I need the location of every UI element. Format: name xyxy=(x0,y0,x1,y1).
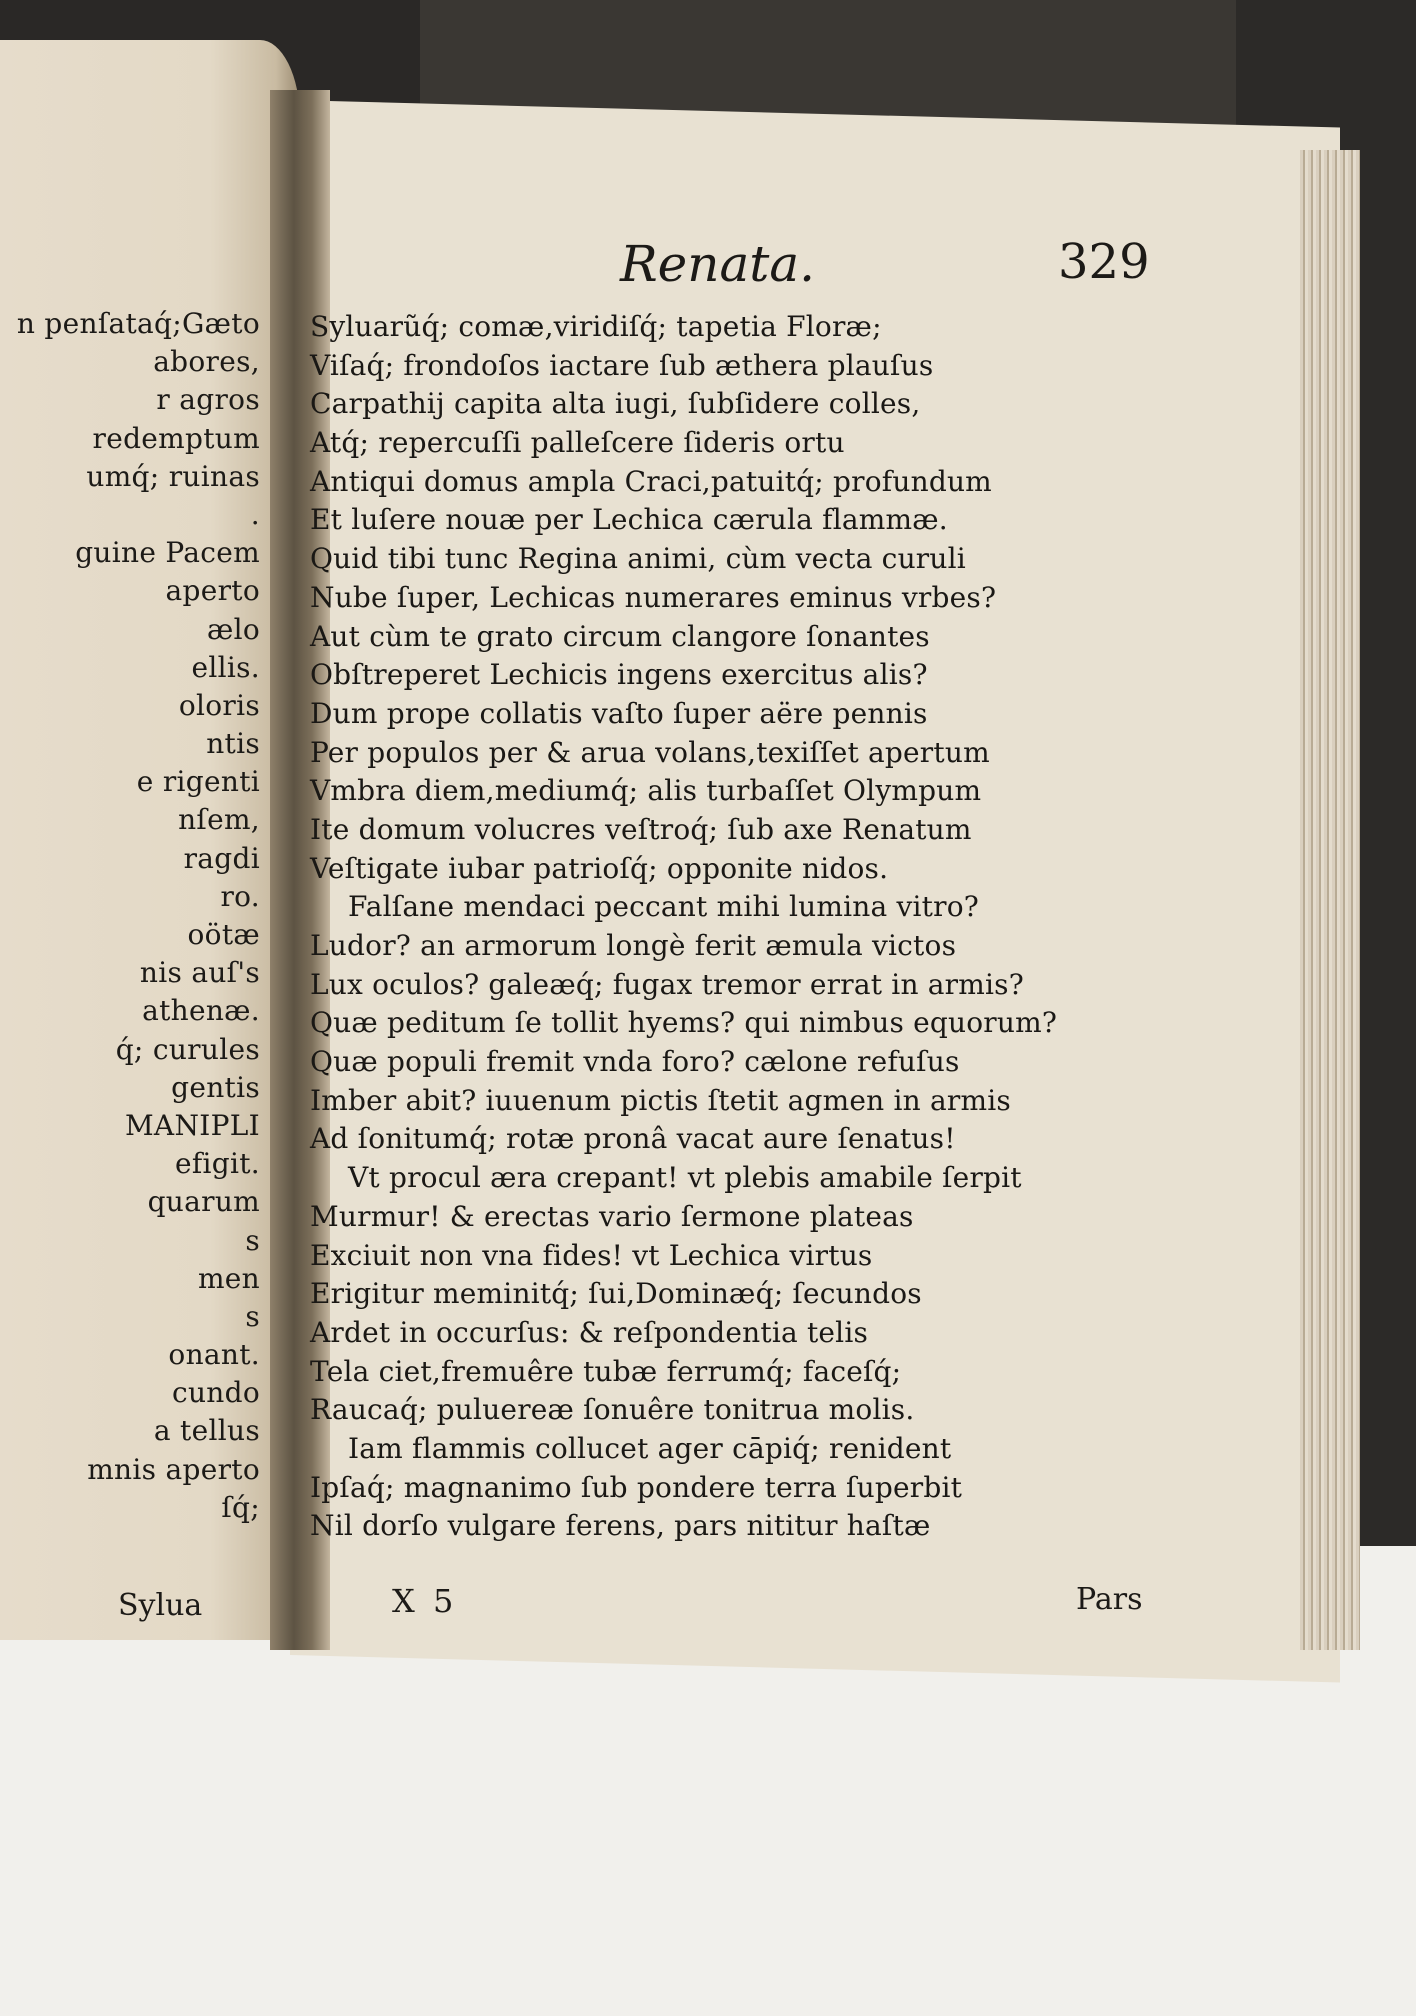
verse-line: Obſtreperet Lechicis ingens exercitus alis? xyxy=(310,658,928,692)
left-text-line: cundo xyxy=(171,1376,260,1410)
verse-line: Exciuit non vna fides! vt Lechica virtus xyxy=(310,1238,873,1272)
running-head: Renata. xyxy=(620,235,816,293)
left-text-line: q́; curules xyxy=(115,1032,260,1066)
verse-line: Carpathij capita alta iugi, ſubſidere colles, xyxy=(310,387,921,421)
fore-edge xyxy=(1300,150,1360,1650)
right-page-text xyxy=(310,230,1170,1546)
verse-line: Quæ populi fremit vnda foro? cælone refuſus xyxy=(310,1045,960,1079)
verse-line: Tela ciet,fremuêre tubæ ferrumq́; faceſq́; xyxy=(310,1354,902,1388)
left-text-line: MANIPLI xyxy=(124,1108,260,1142)
left-text-line: quarum xyxy=(147,1185,260,1219)
left-text-line: ro. xyxy=(220,879,260,913)
verse-line: Per populos per & arua volans,texiſſet apertum xyxy=(310,735,990,769)
verse-line: Dum prope collatis vaſto ſuper aëre pennis xyxy=(310,696,928,730)
verse-line: Falſane mendaci peccant mihi lumina vitro? xyxy=(348,890,979,924)
verse-block xyxy=(310,308,1170,1546)
left-text-line: oloris xyxy=(178,688,260,722)
left-catchword: Sylua xyxy=(118,1588,203,1623)
left-text-line: oötæ xyxy=(187,918,260,951)
left-text-line: efigit. xyxy=(174,1147,260,1181)
verse-line: Syluarũq́; comæ,viridiſq́; tapetia Floræ; xyxy=(310,310,882,343)
verse-line: Raucaq́; puluereæ ſonuêre tonitrua molis. xyxy=(310,1393,915,1427)
signature-mark: X 5 xyxy=(392,1582,458,1620)
left-text-line: onant. xyxy=(168,1338,260,1372)
verse-line: Erigitur meminitq́; ſui,Dominæq́; ſecundos xyxy=(310,1277,922,1311)
verse-line: Veſtigate iubar patrioſq́; opponite nidos. xyxy=(310,851,889,885)
left-text-line: ragdi xyxy=(183,841,260,875)
left-text-line: r agros xyxy=(156,383,260,417)
verse-line: Viſaq́; frondoſos iactare ſub æthera plauſus xyxy=(310,348,934,382)
left-text-line: . xyxy=(250,497,260,531)
verse-line: Antiqui domus ampla Craci,patuitq́; profundum xyxy=(310,464,992,498)
left-text-line: e rigenti xyxy=(136,765,260,799)
verse-line: Murmur! & erectas vario ſermone plateas xyxy=(310,1199,914,1233)
left-text-line: s xyxy=(245,1299,260,1333)
verse-line: Et luſere nouæ per Lechica cærula flammæ. xyxy=(310,503,948,537)
verse-line: Quid tibi tunc Regina animi, cùm vecta curuli xyxy=(310,542,966,576)
verse-line: Atq́; repercuſſi palleſcere ſideris ortu xyxy=(310,426,845,460)
left-text-line: athenæ. xyxy=(142,994,260,1028)
left-text-line: s xyxy=(245,1223,260,1257)
left-text-line: abores, xyxy=(153,345,260,379)
left-text-line: a tellus xyxy=(153,1414,260,1448)
verse-line: Vmbra diem,mediumq́; alis turbaſſet Olympum xyxy=(310,774,982,808)
left-text-line: guine Pacem xyxy=(75,536,260,570)
left-text-line: ſq́; xyxy=(221,1490,260,1524)
left-text-line: men xyxy=(197,1261,260,1295)
page-number: 329 xyxy=(1058,234,1150,290)
verse-line: Imber abit? iuuenum pictis ſtetit agmen in armis xyxy=(310,1083,1011,1117)
verse-line: Aut cùm te grato circum clangore ſonantes xyxy=(310,619,930,653)
left-text-line: umq́; ruinas xyxy=(86,459,260,493)
verse-line: Ludor? an armorum longè ferit æmula victos xyxy=(310,929,957,962)
left-text-line: nis auſ's xyxy=(139,956,260,990)
verse-line: Ardet in occurſus: & reſpondentia telis xyxy=(310,1315,869,1349)
verse-line: Vt procul æra crepant! vt plebis amabile ſerpit xyxy=(348,1161,1022,1195)
left-text-line: redemptum xyxy=(92,421,260,455)
verse-line: Ite domum volucres veſtroq́; ſub axe Renatum xyxy=(310,812,972,846)
verse-line: Ipſaq́; magnanimo ſub pondere terra ſuperbit xyxy=(310,1470,963,1504)
verse-line: Lux oculos? galeæq́; fugax tremor errat in armis? xyxy=(310,967,1024,1001)
left-text-line: ntis xyxy=(206,727,260,761)
left-text-line: ellis. xyxy=(191,650,260,684)
left-text-line: gentis xyxy=(171,1070,260,1104)
left-text-line: mnis aperto xyxy=(87,1452,260,1486)
left-text-line: nſem, xyxy=(178,803,260,837)
verse-line: Nube ſuper, Lechicas numerares eminus vrbes? xyxy=(310,580,997,614)
verse-line: Quæ peditum ſe tollit hyems? qui nimbus equorum? xyxy=(310,1006,1058,1040)
header-row xyxy=(310,230,1170,308)
verse-line: Iam flammis collucet ager cāpiq́; renident xyxy=(348,1431,952,1465)
verse-line: Nil dorſo vulgare ferens, pars nititur haſtæ xyxy=(310,1509,931,1543)
left-page-text xyxy=(0,305,290,1527)
left-text-line: n penſataq́;Gæto xyxy=(16,307,260,340)
catchword: Pars xyxy=(1076,1582,1143,1617)
left-text-line: ælo xyxy=(206,612,260,646)
left-text-line: aperto xyxy=(165,574,260,608)
verse-line: Ad ſonitumq́; rotæ pronâ vacat aure ſenatus! xyxy=(310,1122,956,1156)
